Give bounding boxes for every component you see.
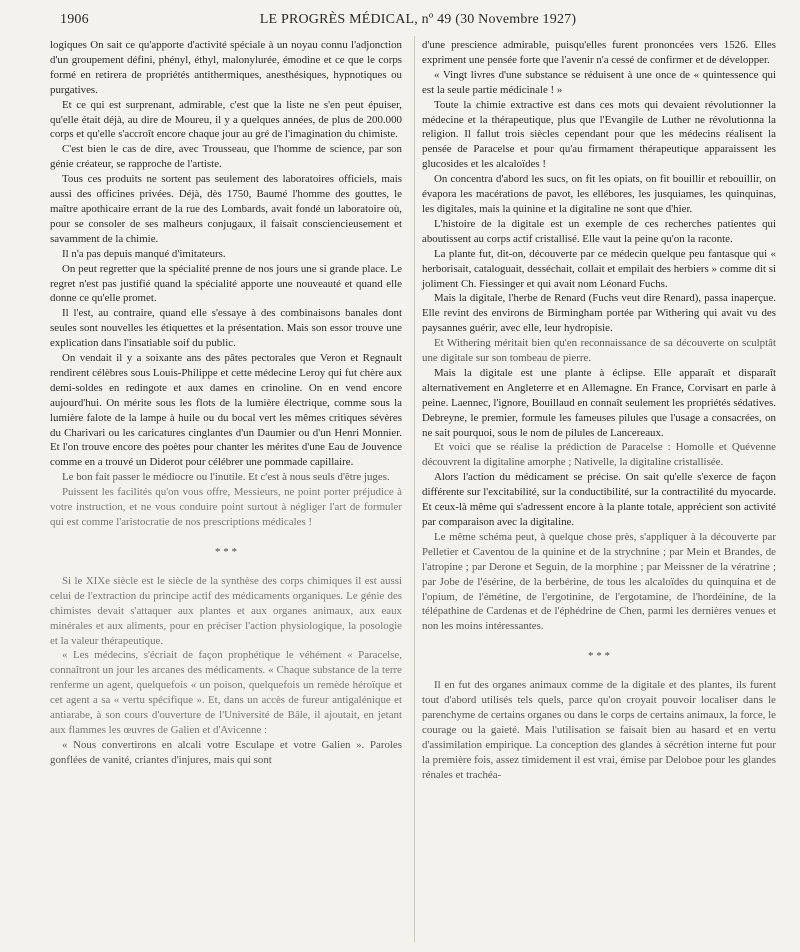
paragraph: « Vingt livres d'une substance se réduisent à une once de « quintessence qui est la seule partie médicinale ! » (422, 68, 776, 96)
paragraph: Alors l'action du médicament se précise. On sait qu'elle s'exerce de façon différente sur l'excitabilité, sur la conductibilité, sur la contractilité du myocarde. Et ceux-là même qui s'adressent encore à la plante totale, apprécient son activité par comparaison avec la digitaline. (422, 471, 776, 528)
column-divider (414, 36, 415, 942)
section-separator: * * * (215, 545, 237, 558)
paragraph: La plante fut, dit-on, découverte par ce médecin quelque peu fantasque qui « herborisait, cataloguait, desséchait, collait et empilait des herbiers » comme dit si joliment Ch. Fiessinger et qui avait nom Léonard Fuchs. (422, 247, 776, 290)
paragraph: Et ce qui est surprenant, admirable, c'est que la liste ne s'en peut épuiser, qu'elle était déjà, au dire de Moureu, il y a quelques années, de plus de 200.000 corps et qu'elle s'accroît encore chaque jour au gré de l'imagination du chimiste. (50, 98, 402, 141)
paragraph: Si le XIXe siècle est le siècle de la synthèse des corps chimiques il est aussi celui de l'extraction du principe actif des médicaments organiques. Le génie des chimistes devait s'attaquer aux plantes et aux organes animaux, aux eaux minérales et aux aliments, pour en préciser l'action physiologique, la posologie et la valeur thérapeutique. (50, 574, 402, 647)
paragraph: Tous ces produits ne sortent pas seulement des laboratoires officiels, mais aussi des officines privées. Déjà, dès 1750, Baumé l'homme des gouttes, le maître apothicaire errant de la rue des Lombards, avait fondé un laboratoire où, pour se consoler de ses malheurs conjugaux, il faisait consciencieusement et savamment de la chimie. (50, 173, 402, 245)
left-column (50, 38, 402, 768)
paragraph: Et Withering méritait bien qu'en reconnaissance de sa découverte on sculptât une digitale sur son tombeau de pierre. (422, 337, 776, 365)
paragraph: Il l'est, au contraire, quand elle s'essaye à des combinaisons banales dont seules sont nouvelles les étiquettes et la présentation. Mais son essor trouve une explication dans l'insatiable soif du public. (50, 307, 402, 350)
paragraph: Puissent les facilités qu'on vous offre, Messieurs, ne point porter préjudice à votre instruction, et ne vous conduire point surtout à négliger l'art de formuler qui est comme l'aristocratie de nos prescriptions médicales ! (50, 486, 402, 528)
paragraph: Il n'a pas depuis manqué d'imitateurs. (62, 247, 226, 260)
paragraph: On vendait il y a soixante ans des pâtes pectorales que Veron et Regnault rendirent célèbres sous Louis-Philippe et cette médecine Leroy qui fut chère aux demi-soldes en redingote et aux dames en crinoline. On en vend encore aujourd'hui. On mérite sous les flots de la lumière électrique, comme sous la lumière falote de la lampe à huile ou du bocal vert les mêmes critiques sévères du Charivari ou les caricatures cinglantes d'un Daumier ou d'un Henri Monnier. Et l'on trouve encore des poètes pour chanter les mérites d'une Eau de Jouvence comme en a trouvé un Diderot pour célébrer une pommade capillaire. (50, 352, 402, 469)
paragraph: « Les médecins, s'écriait de façon prophétique le véhément « Paracelse, connaîtront un jour les arcanes des médicaments. « Chaque substance de la terre renferme un agent, quelquefois « un poison, quelquefois un remède héroïque et cet agent a sa « vertu spécifique ». Et, dans un accès de fureur antigalénique et antiarabe, à son cours d'ouverture de l'Université de Bâle, il ajoutait, en jetant aux flammes les œuvres de Galien et d'Avicenne : (50, 649, 402, 736)
paragraph: logiques On sait ce qu'apporte d'activité spéciale à un noyau connu l'adjonction d'un groupement défini, phényl, éthyl, malonylurée, émodine et ce que le corps formé en retirera de propriétés antithermiques, anesthésiques, hypnotiques ou purgatives. (50, 39, 402, 96)
paragraph: d'une prescience admirable, puisqu'elles furent prononcées vers 1526. Elles expriment une pensée forte que l'avenir n'a cessé de confirmer et de développer. (422, 39, 776, 66)
paragraph: Mais la digitale, l'herbe de Renard (Fuchs veut dire Renard), passa inaperçue. Elle revint des environs de Birmingham portée par Withering qui avait vu des paysannes guérir, avec elle, leur hydropisie. (422, 292, 776, 335)
section-separator: * * * (588, 650, 610, 663)
paragraph: L'histoire de la digitale est un exemple de ces recherches patientes qui aboutissent au corps actif cristallisé. Elle vaut la peine qu'on la raconte. (422, 217, 776, 245)
paragraph: C'est bien le cas de dire, avec Trousseau, que l'homme de science, par son génie créateur, se rapproche de l'artiste. (50, 143, 402, 171)
paragraph: Le bon fait passer le médiocre ou l'inutile. Et c'est à nous seuls d'être juges. (62, 471, 390, 484)
page-header (60, 12, 776, 32)
page-number: 1906 (60, 12, 89, 27)
right-column (422, 38, 776, 783)
paragraph: Toute la chimie extractive est dans ces mots qui devaient révolutionner la médecine et la thérapeutique, plus que l'Evangile de Luther ne révolutionna la religion. Il fallut trois siècles cependant pour que les médecins réalisent la pensée de Paracelse et pour qu'au firmament thérapeutique apparaissent les glucosides et les alcaloïdes ! (422, 98, 776, 171)
paragraph: « Nous convertirons en alcali votre Esculape et votre Galien ». Paroles gonflées de vanité, criantes d'injures, mais qui sont (50, 738, 402, 766)
paragraph: Mais la digitale est une plante à éclipse. Elle apparaît et disparaît alternativement en Angleterre et en Allemagne. En France, Corvisart en parle à peine. Laennec, l'ignore, Bouillaud en connaît seulement les propriétés sédatives. Debreyne, le premier, formule les fameuses pilules que l'usage a consacrées, on ne sait pourquoi, sous le nom de pilules de Lancereaux. (422, 366, 776, 439)
paragraph: Il en fut des organes animaux comme de la digitale et des plantes, ils furent tout d'abord utilisés tels quels, parce qu'on croyait pouvoir localiser dans le parenchyme de certains organes ou dans le corps de certains animaux, la force, le courage ou la gaieté. Mais l'utilisation se faisait bien au hasard et en vertu d'assimilation empirique. La conception des glandes à sécrétion interne fut pour la première fois, assez timidement il est vrai, émise par Deloboe pour les glandes rénales et trachéa- (422, 679, 776, 781)
paragraph: On concentra d'abord les sucs, on fit les opiats, on fit bouillir et rebouillir, on évapora les macérations de pavot, les ellébores, les jusquiames, les quinquinas, les digitales, mais la quinine et la digitaline ne sont que d'hier. (422, 173, 776, 215)
paragraph: Le même schéma peut, à quelque chose près, s'appliquer à la découverte par Pelletier et Caventou de la quinine et de la strychnine ; par Mein et Brandes, de l'atropine ; par Derone et Seguin, de la morphine ; par Meissner de la vératrine ; par Jobe de l'ésérine, de la berbérine, de tous les alcaloïdes du quinquina et de l'opium, de l'émétine, de l'ergotinine, de l'ergotamine, de l'hordéinine, de la télépathine de Cardenas et de l'éphédrine de Chen, parmi les dernières venues et non les moins intéressantes. (422, 530, 776, 633)
running-title: LE PROGRÈS MÉDICAL, nº 49 (30 Novembre 1927) (259, 12, 577, 27)
paragraph: Et voici que se réalise la prédiction de Paracelse : Homolle et Quévenne découvrent la digitaline amorphe ; Nativelle, la digitaline cristallisée. (422, 441, 776, 469)
paragraph: On peut regretter que la spécialité prenne de nos jours une si grande place. Le regret n'est pas justifié quand la spécialité apporte une nouveauté et quand elle donne ce qu'elle promet. (50, 262, 402, 305)
